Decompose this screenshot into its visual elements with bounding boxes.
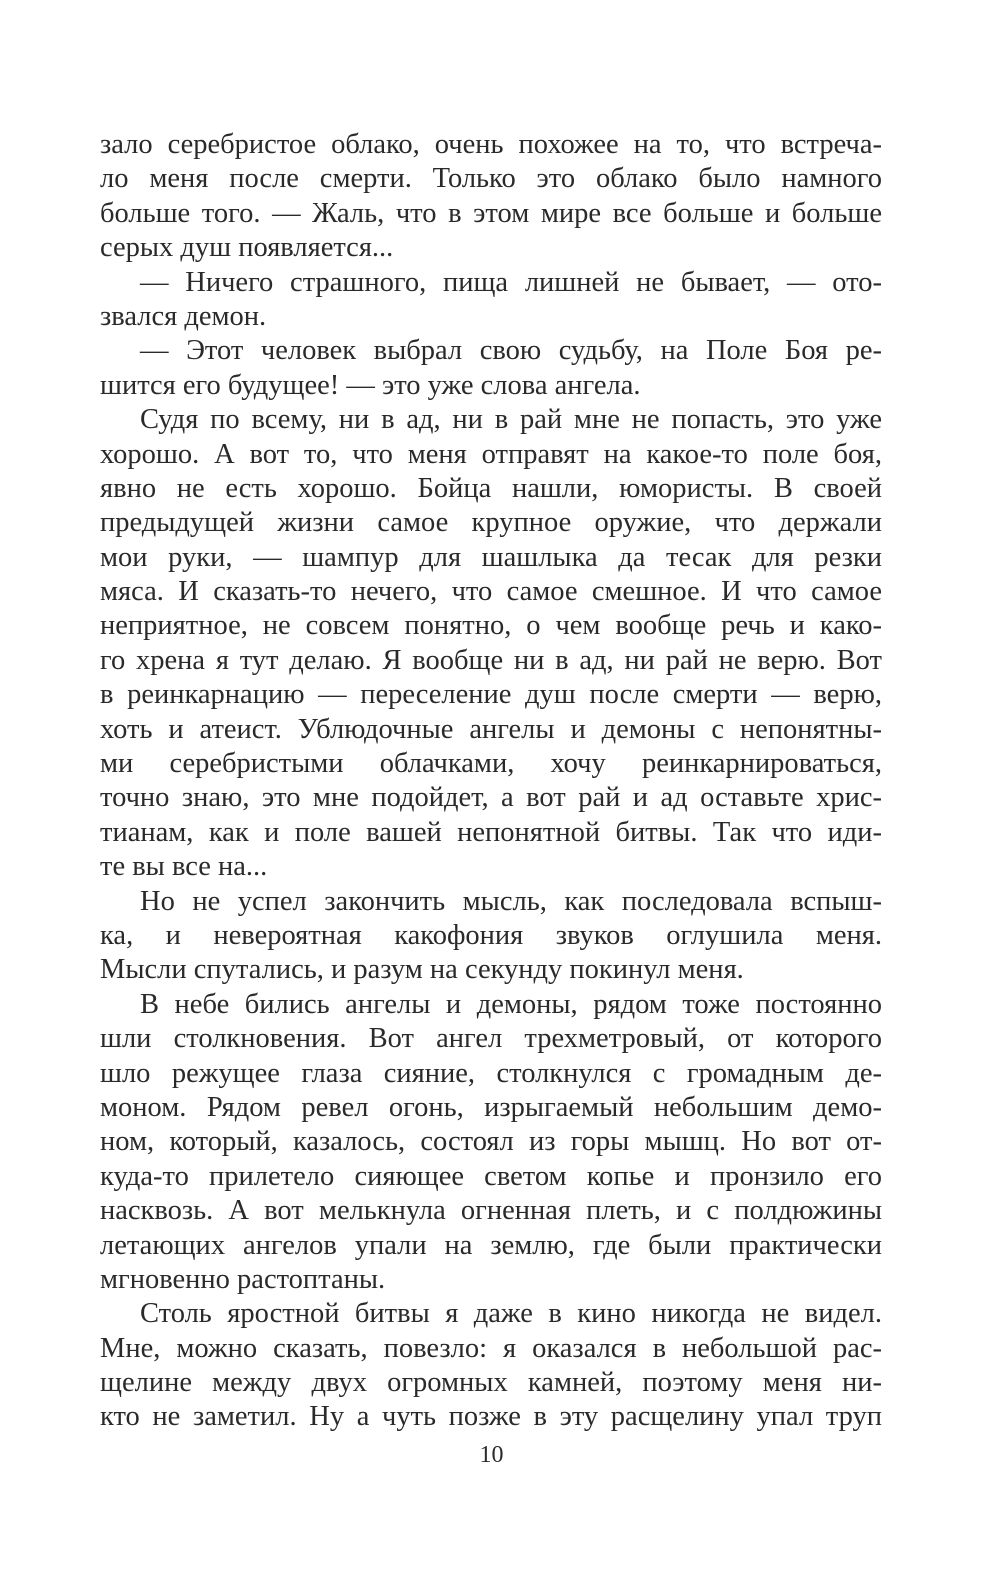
text-line: ло меня после смерти. Только это облако было намного — [100, 163, 882, 195]
text-line: звался демон. — [100, 300, 267, 332]
text-line: в реинкарнацию — переселение душ после смерти — верю, — [100, 679, 882, 711]
text-line: Судя по всему, ни в ад, ни в рай мне не попасть, это уже — [140, 404, 882, 436]
text-line: тианам, как и поле вашей непонятной битвы. Так что иди- — [100, 816, 882, 848]
paragraph — [100, 266, 882, 335]
text-line: серых душ появляется... — [100, 232, 394, 264]
paragraph — [100, 403, 882, 884]
text-line: ка, и невероятная какофония звуков оглушила меня. — [100, 919, 882, 951]
text-line: Мысли спутались, и разум на секунду покинул меня. — [100, 954, 744, 986]
text-line: В небе бились ангелы и демоны, рядом тоже постоянно — [140, 988, 882, 1020]
text-line: больше того. — Жаль, что в этом мире все больше и больше — [100, 197, 882, 229]
text-line: летающих ангелов упали на землю, где были практически — [100, 1229, 882, 1261]
text-line: шли столкновения. Вот ангел трехметровый, от которого — [100, 1023, 882, 1055]
text-line: насквозь. А вот мелькнула огненная плеть, и с полдюжины — [100, 1195, 882, 1227]
text-line: мгновенно растоптаны. — [100, 1263, 386, 1295]
text-line: шло режущее глаза сияние, столкнулся с громадным де- — [100, 1057, 882, 1089]
text-line: ном, который, казалось, состоял из горы мышц. Но вот от- — [100, 1126, 882, 1158]
text-line: предыдущей жизни самое крупное оружие, что держали — [100, 507, 882, 539]
text-line: го хрена я тут делаю. Я вообще ни в ад, ни рай не верю. Вот — [100, 644, 882, 676]
text-line: Но не успел закончить мысль, как последовала вспыш- — [140, 885, 882, 917]
text-line: Мне, можно сказать, повезло: я оказался в небольшой рас- — [100, 1332, 882, 1364]
text-line: Столь яростной битвы я даже в кино никогда не видел. — [140, 1298, 882, 1330]
paragraph — [100, 885, 882, 988]
text-line: моном. Рядом ревел огонь, изрыгаемый небольшим демо- — [100, 1091, 882, 1123]
text-line: ми серебристыми облачками, хочу реинкарнироваться, — [100, 748, 882, 780]
text-line: неприятное, не совсем понятно, о чем вообще речь и како- — [100, 610, 882, 642]
paragraph — [100, 334, 882, 403]
text-line: куда-то прилетело сияющее светом копье и пронзило его — [100, 1160, 882, 1192]
text-line: щелине между двух огромных камней, поэтому меня ни- — [100, 1367, 882, 1399]
paragraph — [100, 1297, 882, 1435]
text-line: — Этот человек выбрал свою судьбу, на Поле Боя ре- — [140, 335, 882, 367]
text-line: мяса. И сказать-то нечего, что самое смешное. И что самое — [100, 576, 882, 608]
text-line: явно не есть хорошо. Бойца нашли, юмористы. В своей — [100, 472, 882, 504]
text-line: мои руки, — шампур для шашлыка да тесак для резки — [100, 541, 882, 573]
text-line: кто не заметил. Ну а чуть позже в эту расщелину упал труп — [100, 1401, 882, 1433]
text-line: точно знаю, это мне подойдет, а вот рай и ад оставьте хрис- — [100, 782, 882, 814]
page-number: 10 — [479, 1442, 504, 1468]
body-text — [100, 128, 882, 1435]
text-line: хоть и атеист. Ублюдочные ангелы и демоны с непонятны- — [100, 713, 882, 745]
text-line: зало серебристое облако, очень похожее на то, что встреча- — [100, 129, 882, 160]
paragraph — [100, 988, 882, 1298]
text-line: — Ничего страшного, пища лишней не бывает, — ото- — [140, 266, 882, 298]
text-line: шится его будущее! — это уже слова ангела. — [100, 369, 641, 401]
text-line: те вы все на... — [100, 851, 268, 883]
text-line: хорошо. А вот то, что меня отправят на какое-то поле боя, — [100, 438, 882, 470]
paragraph — [100, 128, 882, 266]
